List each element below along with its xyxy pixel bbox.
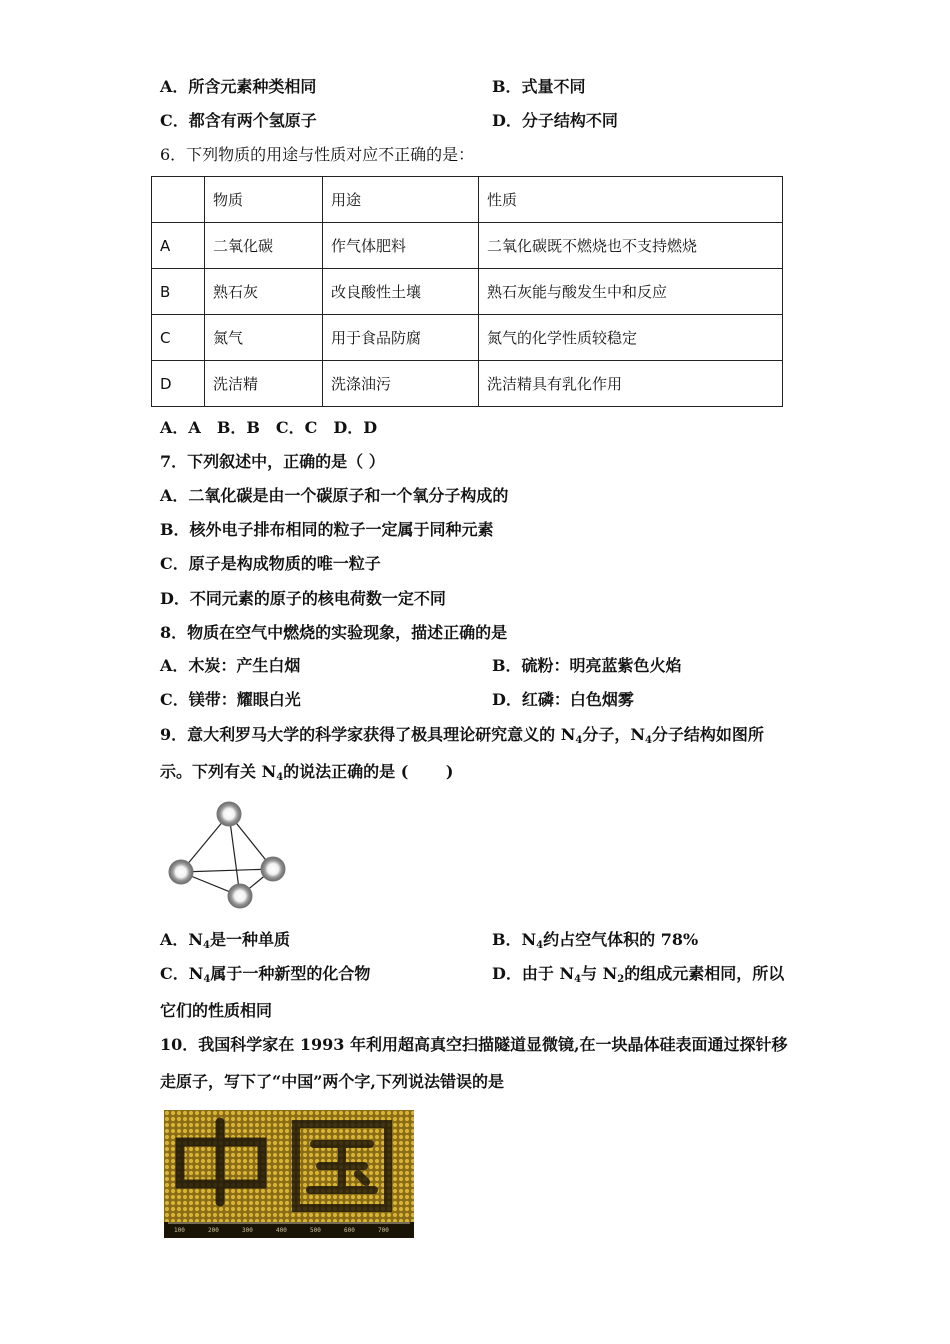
q9-option-a: A．$N_4$是一种单质	[160, 930, 291, 951]
table-row	[152, 315, 783, 361]
q7-option-a: A．二氧化碳是由一个碳原子和一个氧分子构成的	[160, 486, 509, 505]
q9-option-b: B．$N_4$约占空气体积的 78%	[492, 930, 699, 951]
table-cell: C	[152, 315, 205, 361]
table-cell	[152, 177, 205, 223]
scale-tick-label: 300	[242, 1227, 253, 1234]
q8-stem: 8．物质在空气中燃烧的实验现象，描述正确的是	[160, 623, 508, 642]
scale-tick-label: 400	[276, 1227, 287, 1234]
table-cell: 改良酸性土壤	[323, 269, 479, 315]
q5-option-a: A．所含元素种类相同	[160, 77, 317, 96]
table-cell: 作气体肥料	[323, 223, 479, 269]
q8-option-c: C．镁带：耀眼白光	[160, 690, 301, 709]
table-cell: A	[152, 223, 205, 269]
table-cell: 氮气	[205, 315, 323, 361]
table-cell: 洗涤油污	[323, 361, 479, 407]
table-cell: 用于食品防腐	[323, 315, 479, 361]
table-cell: D	[152, 361, 205, 407]
table-row	[152, 361, 783, 407]
scale-tick-label: 600	[344, 1227, 355, 1234]
q10-stem-line2: 走原子，写下了“中国”两个字,下列说法错误的是	[160, 1072, 504, 1091]
q9-option-d-continued: 它们的性质相同	[160, 1001, 273, 1020]
stm-china-characters-image	[164, 1110, 414, 1238]
table-cell: 熟石灰能与酸发生中和反应	[479, 269, 783, 315]
table-header-row	[152, 177, 783, 223]
scale-bar	[164, 1222, 414, 1238]
table-cell: 熟石灰	[205, 269, 323, 315]
scale-tick-label: 200	[208, 1227, 219, 1234]
q7-stem: 7．下列叙述中，正确的是（ ）	[160, 452, 385, 471]
table-cell: 洗洁精	[205, 361, 323, 407]
q9-option-d: D．由于 $N_4$与 $N_2$的组成元素相同，所以	[492, 964, 785, 985]
q7-option-c: C．原子是构成物质的唯一粒子	[160, 554, 381, 573]
q7-option-b: B．核外电子排布相同的粒子一定属于同种元素	[160, 520, 494, 539]
q7-option-d: D．不同元素的原子的核电荷数一定不同	[160, 589, 446, 608]
q8-option-d: D．红磷：白色烟雾	[492, 690, 634, 709]
n4-molecule-diagram	[160, 798, 300, 918]
scale-tick-label: 500	[310, 1227, 321, 1234]
q6-table	[151, 176, 783, 407]
q5-option-b: B．式量不同	[492, 77, 586, 96]
table-cell: 氮气的化学性质较稳定	[479, 315, 783, 361]
atom-spheres	[169, 802, 285, 908]
q9-option-c: C．$N_4$属于一种新型的化合物	[160, 964, 371, 985]
table-cell: 用途	[323, 177, 479, 223]
q6-stem: 6．下列物质的用途与性质对应不正确的是：	[160, 145, 475, 164]
table-cell: 物质	[205, 177, 323, 223]
table-row	[152, 269, 783, 315]
q8-option-b: B．硫粉：明亮蓝紫色火焰	[492, 656, 682, 675]
table-cell: 二氧化碳	[205, 223, 323, 269]
scale-tick-label: 100	[174, 1227, 185, 1234]
table-cell: 性质	[479, 177, 783, 223]
table-row	[152, 223, 783, 269]
q5-option-c: C．都含有两个氢原子	[160, 111, 317, 130]
scale-tick-label: 700	[378, 1227, 389, 1234]
q10-stem-line1: 10．我国科学家在 1993 年利用超高真空扫描隧道显微镜,在一块晶体硅表面通过探针移	[160, 1035, 788, 1054]
q5-option-d: D．分子结构不同	[492, 111, 618, 130]
q6-options: A．A B．B C．C D．D	[160, 418, 378, 437]
table-cell: 洗洁精具有乳化作用	[479, 361, 783, 407]
q9-stem-line2: 示。下列有关 $N_4$的说法正确的是 ( )	[160, 762, 454, 783]
q8-option-a: A．木炭：产生白烟	[160, 656, 301, 675]
q9-stem-line1: 9．意大利罗马大学的科学家获得了极具理论研究意义的 $N_4$分子，$N_4$分子结构如图所	[160, 725, 764, 746]
table-cell: 二氧化碳既不燃烧也不支持燃烧	[479, 223, 783, 269]
table-cell: B	[152, 269, 205, 315]
